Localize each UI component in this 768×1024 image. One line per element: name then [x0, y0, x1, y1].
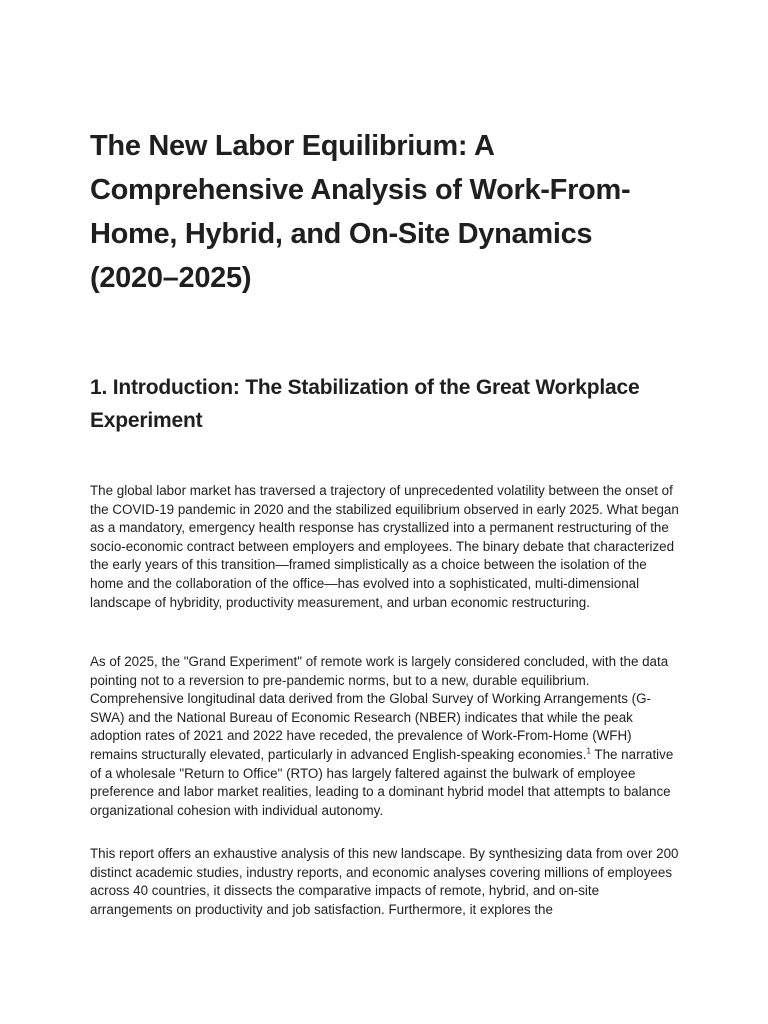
paragraph-text: The narrative of a wholesale "Return to Office" (RTO) has largely faltered against the bulwark of employee preference and labor market realities, leading to a dominant hybrid model that attempts to balance organizational cohesion with individual autonomy. — [90, 746, 674, 818]
section-heading: 1. Introduction: The Stabilization of the Great Workplace Experiment — [90, 376, 640, 432]
paragraph-intro: The global labor market has traversed a trajectory of unprecedented volatility between the onset of the COVID-19 pandemic in 2020 and the stabilized equilibrium observed in early 2025. What began as a mandatory, emergency health response has crystallized into a permanent restructuring of the socio-economic contract between employers and employees. The binary debate that characterized the early years of this transition—framed simplistically as a choice between the isolation of the home and the collaboration of the office—has evolved into a sophisticated, multi-dimensional landscape of hybridity, productivity measurement, and urban economic restructuring. — [90, 483, 679, 610]
document-title: The New Labor Equilibrium: A Comprehensive Analysis of Work-From-Home, Hybrid, and On-Site Dynamics (2020–2025) — [90, 130, 631, 294]
paragraph-text: As of 2025, the "Grand Experiment" of remote work is largely considered concluded, with the data pointing not to a reversion to pre-pandemic norms, but to a new, durable equilibrium. Comprehensive longitudinal data derived from the Global Survey of Working Arrangements (G-SWA) and the National Bureau of Economic Research (NBER) indicates that while the peak adoption rates of 2021 and 2022 have receded, the prevalence of Work-From-Home (WFH) remains structurally elevated, particularly in advanced English-speaking economies. — [90, 654, 669, 762]
paragraph-report-scope: This report offers an exhaustive analysis of this new landscape. By synthesizing data from over 200 distinct academic studies, industry reports, and economic analyses covering millions of employees across 40 countries, it dissects the comparative impacts of remote, hybrid, and on-site arrangements on productivity and job satisfaction. Furthermore, it explores the — [90, 846, 679, 917]
footnote-marker[interactable]: 1 — [586, 746, 591, 756]
paragraph-grand-experiment — [90, 653, 680, 820]
